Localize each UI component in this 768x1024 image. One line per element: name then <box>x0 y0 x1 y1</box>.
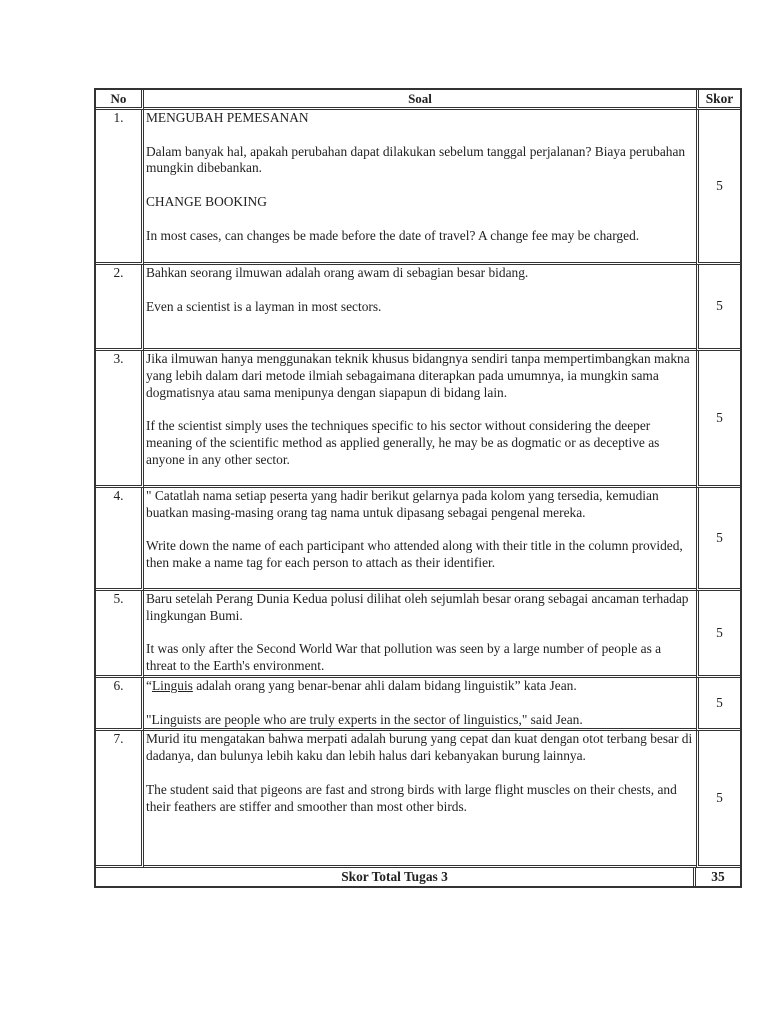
table-row <box>96 351 740 488</box>
open-quote: “ <box>146 677 152 693</box>
question-text-en: Write down the name of each participant who attended along with their title in the column provided, then make a name tag for each person to attach as their identifier. <box>146 538 687 571</box>
question-text-id: Bahkan seorang ilmuwan adalah orang awam di sebagian besar bidang. <box>146 265 529 280</box>
row-number: 2. <box>96 265 144 351</box>
score-cell: 5 <box>696 265 740 351</box>
table-row <box>96 678 740 731</box>
row-number: 4. <box>96 488 144 591</box>
total-label: Skor Total Tugas 3 <box>96 868 696 886</box>
score-cell: 5 <box>696 731 740 868</box>
question-text-en: In most cases, can changes be made before the date of travel? A change fee may be charged. <box>146 227 640 243</box>
question-cell <box>144 110 696 265</box>
row-number: 1. <box>96 110 144 265</box>
table-row <box>96 265 740 351</box>
score-table <box>96 90 740 886</box>
total-value: 35 <box>711 869 725 885</box>
row-number: 3. <box>96 351 144 488</box>
question-text-en: Even a scientist is a layman in most sectors. <box>146 298 382 314</box>
question-text-id: " Catatlah nama setiap peserta yang hadir berikut gelarnya pada kolom yang tersedia, kemudian buatkan masing-masing orang tag nama untuk dipasang sebagai pengenal mereka. <box>146 488 662 520</box>
table-row <box>96 731 740 868</box>
row-number: 5. <box>96 591 144 678</box>
table-row <box>96 488 740 591</box>
question-cell <box>144 591 696 678</box>
question-text-en: The student said that pigeons are fast and strong birds with large flight muscles on their chests, and their feathers are stiffer and smoother than most other birds. <box>146 781 681 814</box>
question-text-id: Baru setelah Perang Dunia Kedua polusi dilihat oleh sejumlah besar orang sebagai ancaman terhadap lingkungan Bumi. <box>146 591 692 623</box>
term-linguis: Linguis <box>151 677 193 693</box>
question-text-id <box>146 678 694 695</box>
question-text-id: Dalam banyak hal, apakah perubahan dapat dilakukan sebelum tanggal perjalanan? Biaya perubahan mungkin dibebankan. <box>146 143 689 176</box>
table-row <box>96 591 740 678</box>
question-cell <box>144 678 696 731</box>
question-cell <box>144 265 696 351</box>
score-cell: 5 <box>696 351 740 488</box>
header-no: No <box>96 90 144 110</box>
question-title-id: MENGUBAH PEMESANAN <box>146 110 309 125</box>
question-text-id: Jika ilmuwan hanya menggunakan teknik khusus bidangnya sendiri tanpa mempertimbangkan makna yang lebih dalam dari metode ilmiah sebagaimana diterapkan pada umumnya, ia mungkin sama dogmatisnya atau sama menipunya dengan siapapun di bidang lain. <box>146 351 694 400</box>
question-text-en: It was only after the Second World War that pollution was seen by a large number of people as a threat to the Earth's environment. <box>146 641 665 674</box>
header-soal: Soal <box>144 90 696 110</box>
score-cell: 5 <box>696 110 740 265</box>
question-title-en: CHANGE BOOKING <box>146 193 267 209</box>
question-text-id: Murid itu mengatakan bahwa merpati adalah burung yang cepat dan kuat dengan otot terbang besar di dadanya, dan bulunya lebih kaku dan lebih halus dari kebanyakan burung lainnya. <box>146 731 696 764</box>
score-table-frame <box>94 88 742 888</box>
table-row <box>96 110 740 265</box>
question-cell <box>144 488 696 591</box>
score-cell: 5 <box>696 678 740 731</box>
row-number: 6. <box>96 678 144 731</box>
total-row <box>96 868 740 886</box>
question-cell <box>144 731 696 868</box>
score-cell: 5 <box>696 488 740 591</box>
row-number: 7. <box>96 731 144 868</box>
header-row <box>96 90 740 110</box>
question-text-en: "Linguists are people who are truly experts in the sector of linguistics," said Jean. <box>146 711 583 727</box>
question-cell <box>144 351 696 488</box>
score-cell: 5 <box>696 591 740 678</box>
header-skor: Skor <box>696 90 740 110</box>
question-text-id-rest: adalah orang yang benar-benar ahli dalam bidang linguistik” kata Jean. <box>192 677 577 693</box>
question-text-en: If the scientist simply uses the techniques specific to his sector without considering the deeper meaning of the scientific method as applied generally, he may be as dogmatic or as deceptive as anyone in any other sector. <box>146 418 663 467</box>
